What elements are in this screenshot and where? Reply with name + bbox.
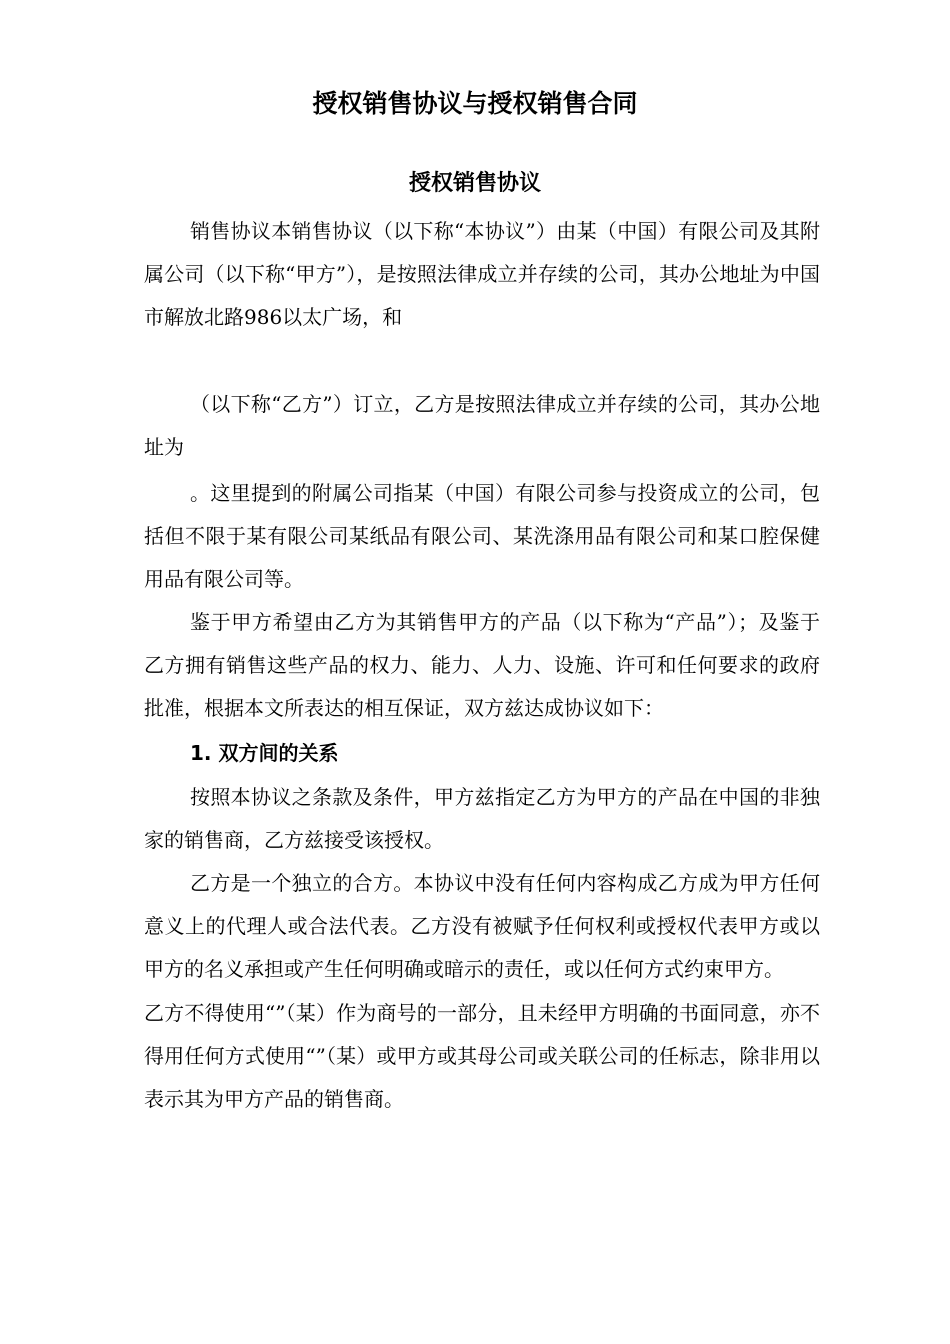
paragraph-party-b: （以下称“乙方”）订立，乙方是按照法律成立并存续的公司，其办公地址为: [144, 392, 820, 459]
paragraph-recitals: 鉴于甲方希望由乙方为其销售甲方的产品（以下称为“产品”）；及鉴于乙方拥有销售这些产品的权力、能力、人力、设施、许可和任何要求的政府批准，根据本文所表达的相互保证，双方兹达成协议如下：: [144, 610, 820, 720]
agreement-subtitle: 授权销售协议: [408, 171, 541, 196]
paragraph-affiliates: 。这里提到的附属公司指某（中国）有限公司参与投资成立的公司，包括但不限于某有限公司某纸品有限公司、某洗涤用品有限公司和某口腔保健用品有限公司等。: [144, 481, 820, 591]
paragraph-parties-intro: 销售协议本销售协议（以下称“本协议”）由某（中国）有限公司及其附属公司（以下称“甲方”），是按照法律成立并存续的公司，其办公地址为中国市解放北路986以太广场，和: [144, 219, 820, 329]
paragraph-appointment: 按照本协议之条款及条件，甲方兹指定乙方为甲方的产品在中国的非独家的销售商，乙方兹接受该授权。: [144, 785, 820, 852]
section-heading-relationship: 1. 双方间的关系: [190, 741, 339, 765]
paragraph-trade-name: 乙方不得使用“”（某）作为商号的一部分，且未经甲方明确的书面同意，亦不得用任何方式使用“”（某）或甲方或其母公司或关联公司的任标志，除非用以表示其为甲方产品的销售商。: [144, 1001, 820, 1111]
document-title: 授权销售协议与授权销售合同: [312, 89, 638, 118]
paragraph-independent-party: 乙方是一个独立的合方。本协议中没有任何内容构成乙方成为甲方任何意义上的代理人或合法代表。乙方没有被赋予任何权利或授权代表甲方或以甲方的名义承担或产生任何明确或暗示的责任，或以任何方式约束甲方。: [144, 871, 820, 981]
